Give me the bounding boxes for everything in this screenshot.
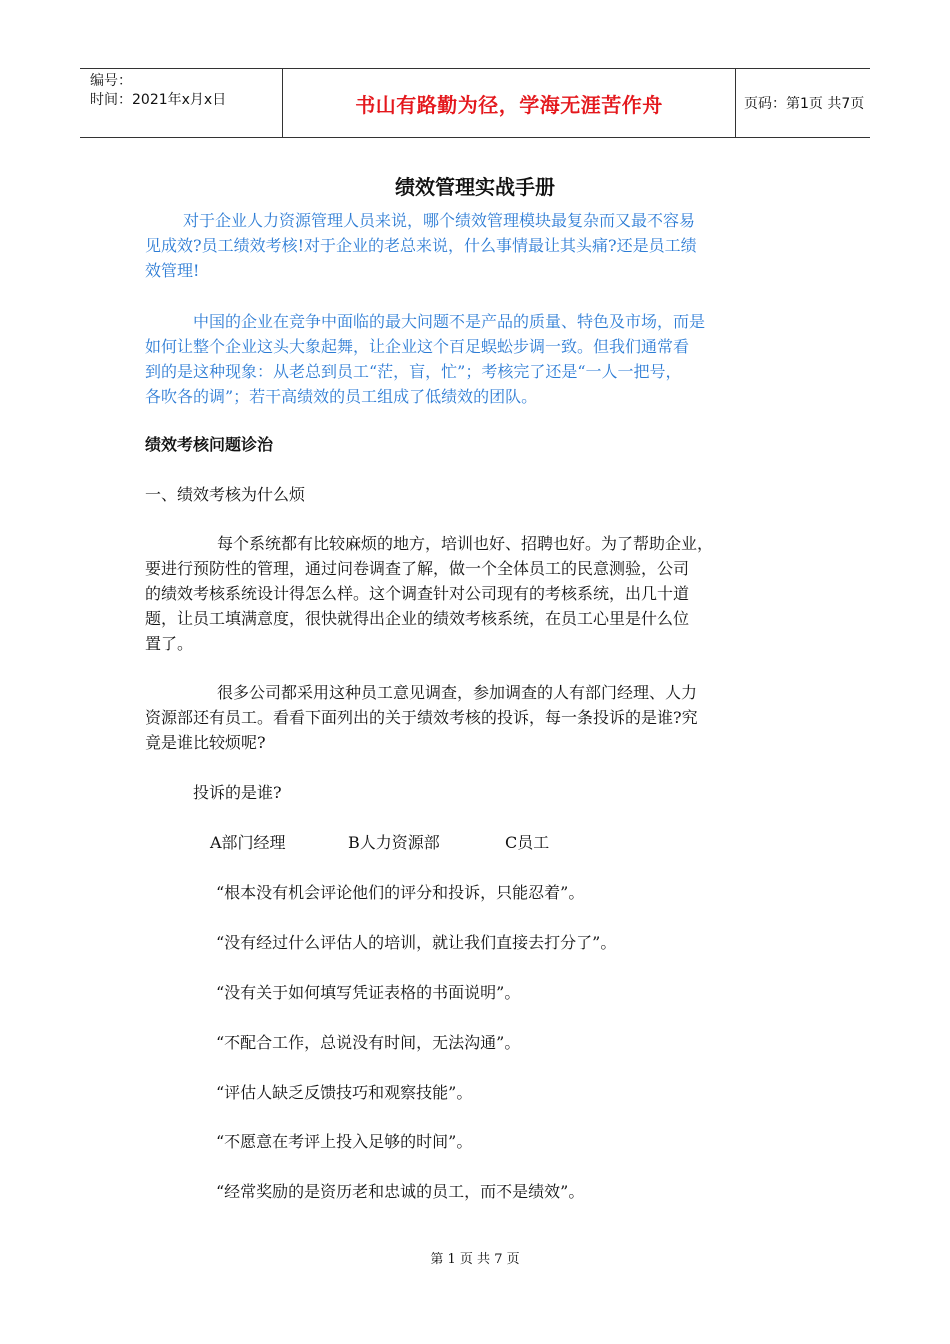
body-paragraph-1 xyxy=(145,531,810,656)
page-footer: 第 1 页 共 7 页 xyxy=(430,1252,520,1267)
body-line: 每个系统都有比较麻烦的地方，培训也好、招聘也好。为了帮助企业， xyxy=(217,534,714,553)
complaint-item: “不配合工作，总说没有时间，无法沟通”。 xyxy=(216,1033,521,1052)
intro-paragraph-1 xyxy=(145,208,825,283)
body-paragraph-2 xyxy=(145,680,810,755)
intro-line: 效管理! xyxy=(145,261,200,280)
intro-paragraph-2 xyxy=(145,309,825,409)
intro-line: 见成效?员工绩效考核!对于企业的老总来说，什么事情最让其头痛?还是员工绩 xyxy=(145,236,697,255)
body-line: 资源部还有员工。看看下面列出的关于绩效考核的投诉，每一条投诉的是谁?究 xyxy=(145,708,698,727)
intro-line: 如何让整个企业这头大象起舞，让企业这个百足蜈蚣步调一致。但我们通常看 xyxy=(145,337,690,356)
document-header xyxy=(80,68,870,138)
body-line: 题，让员工填满意度，很快就得出企业的绩效考核系统，在员工心里是什么位 xyxy=(145,609,690,628)
intro-line: 到的是这种现象：从老总到员工“茫，盲，忙”；考核完了还是“一人一把号， xyxy=(145,362,682,381)
option-b: B人力资源部 xyxy=(348,833,440,852)
document-title: 绩效管理实战手册 xyxy=(395,175,555,199)
section-subheading: 一、绩效考核为什么烦 xyxy=(145,485,306,504)
body-line: 置了。 xyxy=(145,634,194,653)
intro-line: 各吹各的调”；若干高绩效的员工组成了低绩效的团队。 xyxy=(145,387,538,406)
complaint-item: “根本没有机会评论他们的评分和投诉，只能忍着”。 xyxy=(216,883,585,902)
header-page-info: 页码：第1页 共7页 xyxy=(744,96,865,112)
body-line: 的绩效考核系统设计得怎么样。这个调查针对公司现有的考核系统，出几十道 xyxy=(145,584,690,603)
complaint-item: “没有关于如何填写凭证表格的书面说明”。 xyxy=(216,983,521,1002)
number-label: 编号： xyxy=(90,73,132,89)
question-text: 投诉的是谁? xyxy=(193,783,282,802)
body-line: 竟是谁比较烦呢? xyxy=(145,733,266,752)
option-c: C员工 xyxy=(505,833,550,852)
complaint-item: “没有经过什么评估人的培训，就让我们直接去打分了”。 xyxy=(216,933,617,952)
complaint-item: “不愿意在考评上投入足够的时间”。 xyxy=(216,1132,473,1151)
body-line: 要进行预防性的管理，通过问卷调查了解，做一个全体员工的民意测验，公司 xyxy=(145,559,690,578)
complaint-item: “评估人缺乏反馈技巧和观察技能”。 xyxy=(216,1083,473,1102)
body-line: 很多公司都采用这种员工意见调查，参加调查的人有部门经理、人力 xyxy=(217,683,698,702)
complaint-item: “经常奖励的是资历老和忠诚的员工，而不是绩效”。 xyxy=(216,1182,585,1201)
intro-line: 中国的企业在竞争中面临的最大问题不是产品的质量、特色及市场，而是 xyxy=(193,312,706,331)
header-motto: 书山有路勤为径，学海无涯苦作舟 xyxy=(282,69,736,137)
option-a: A部门经理 xyxy=(210,833,286,852)
intro-line: 对于企业人力资源管理人员来说，哪个绩效管理模块最复杂而又最不容易 xyxy=(183,211,696,230)
section-heading: 绩效考核问题诊治 xyxy=(145,435,274,454)
header-meta xyxy=(80,69,282,137)
time-label: 时间：2021年x月x日 xyxy=(90,92,227,108)
